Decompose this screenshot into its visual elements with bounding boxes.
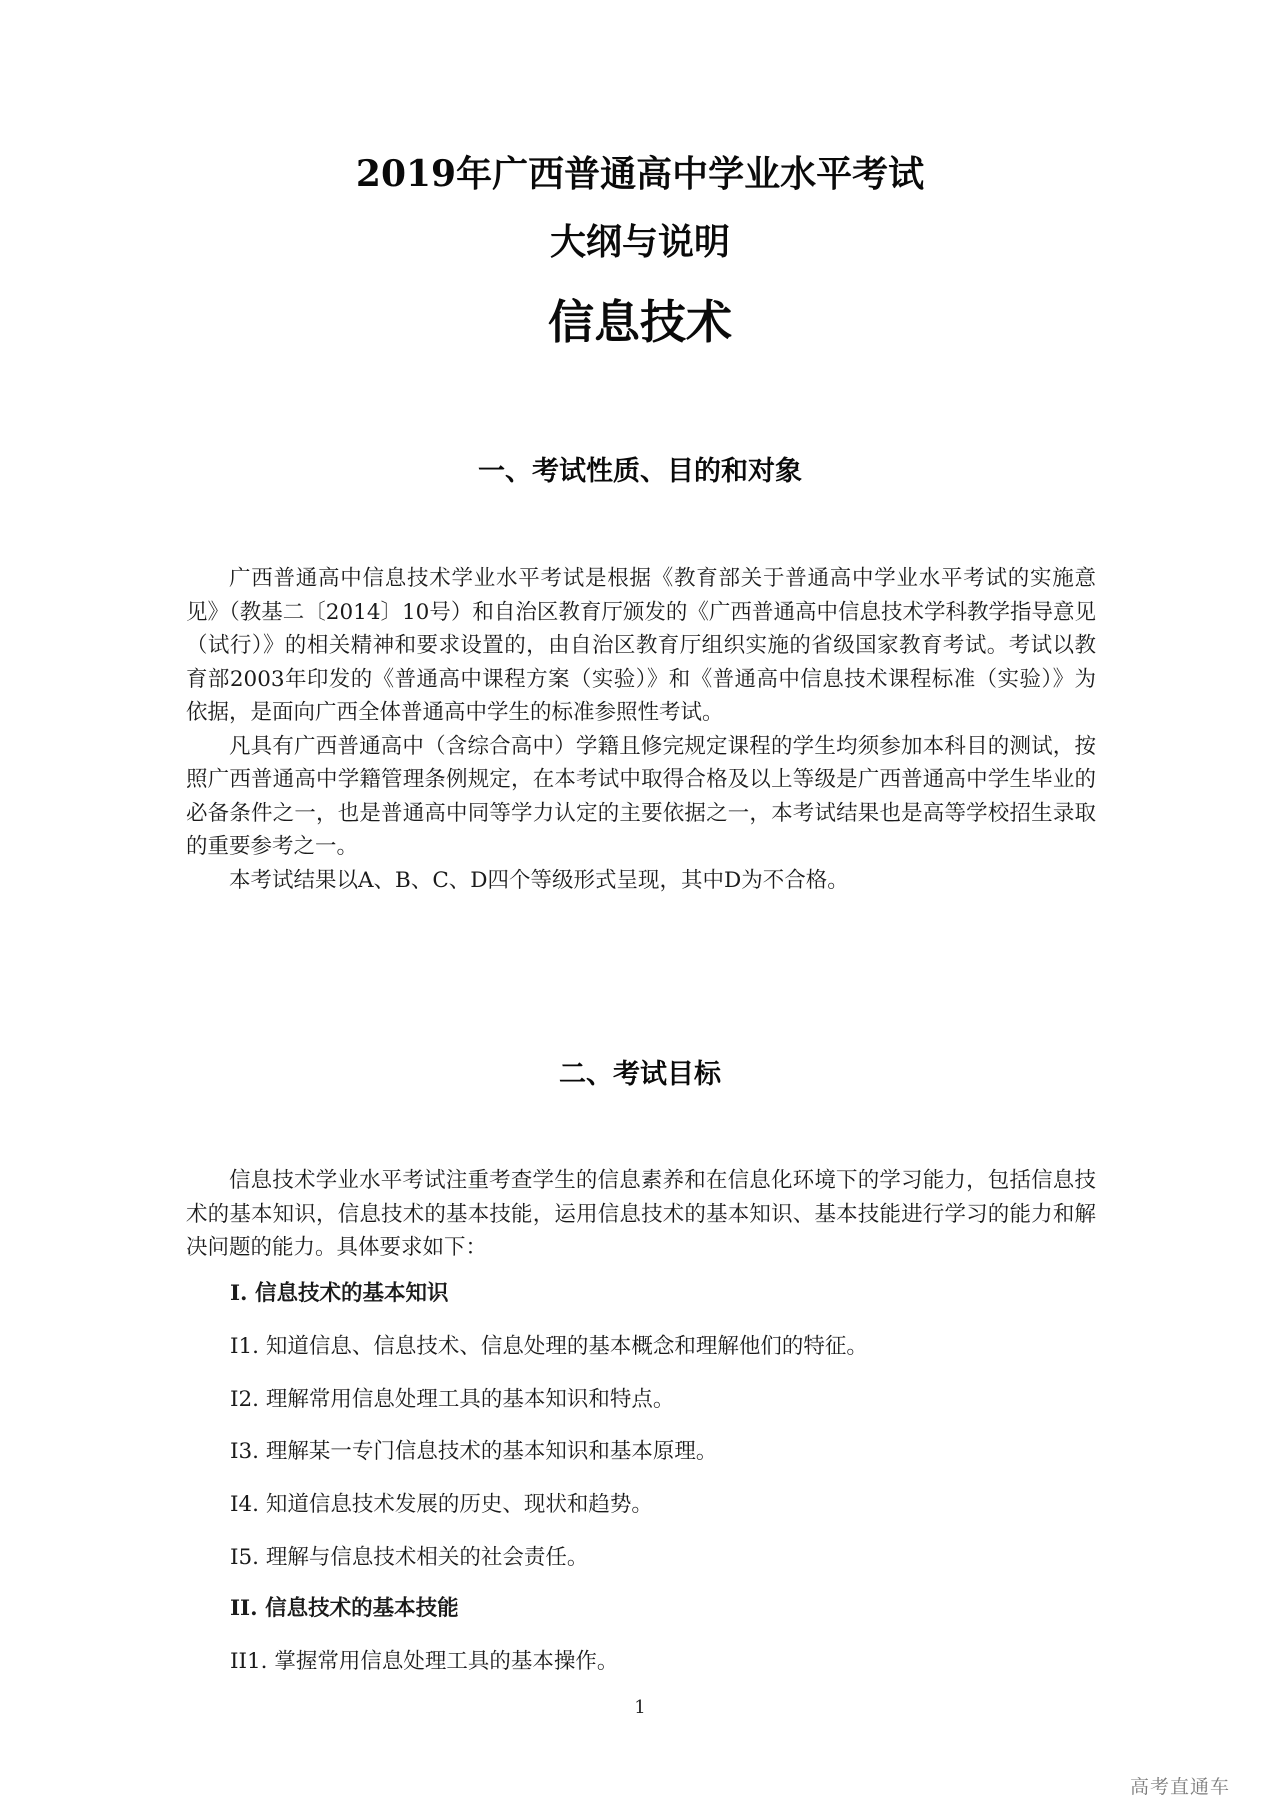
- document-title-outline: 大纲与说明: [549, 221, 730, 263]
- document-title-year: 2019年广西普通高中学业水平考试: [355, 153, 925, 195]
- list-item: I5. 理解与信息技术相关的社会责任。: [230, 1545, 589, 1570]
- paragraph: 信息技术学业水平考试注重考查学生的信息素养和在信息化环境下的学习能力，包括信息技术的基本知识，信息技术的基本技能，运用信息技术的基本知识、基本技能进行学习的能力和解决问题的能力。具体要求如下：: [186, 1168, 1096, 1260]
- section-heading-exam-nature: 一、考试性质、目的和对象: [478, 456, 802, 487]
- paragraph: 广西普通高中信息技术学业水平考试是根据《教育部关于普通高中学业水平考试的实施意见》（教基二〔2014〕10号）和自治区教育厅颁发的《广西普通高中信息技术学科教学指导意见（试行）》的相关精神和要求设置的，由自治区教育厅组织实施的省级国家教育考试。考试以教育部2003年印发的《普通高中课程方案（实验）》和《普通高中信息技术课程标准（实验）》为依据，是面向广西全体普通高中学生的标准参照性考试。: [186, 566, 1096, 725]
- list-item: I3. 理解某一专门信息技术的基本知识和基本原理。: [230, 1439, 718, 1464]
- paragraph: 本考试结果以A、B、C、D四个等级形式呈现，其中D为不合格。: [229, 867, 849, 893]
- list-item: I4. 知道信息技术发展的历史、现状和趋势。: [230, 1492, 653, 1517]
- watermark-text: 高考直通车: [1130, 1776, 1231, 1798]
- section-body-exam-goals: [186, 1164, 1096, 1265]
- document-title-subject: 信息技术: [548, 295, 732, 349]
- list-heading-basic-knowledge: I. 信息技术的基本知识: [230, 1281, 449, 1306]
- paragraph: 凡具有广西普通高中（含综合高中）学籍且修完规定课程的学生均须参加本科目的测试，按照广西普通高中学籍管理条例规定，在本考试中取得合格及以上等级是广西普通高中学生毕业的必备条件之一，也是普通高中同等学力认定的主要依据之一，本考试结果也是高等学校招生录取的重要参考之一。: [186, 733, 1096, 859]
- section-heading-exam-goals: 二、考试目标: [559, 1059, 721, 1090]
- list-heading-basic-skills: II. 信息技术的基本技能: [230, 1596, 459, 1621]
- list-item: I1. 知道信息、信息技术、信息处理的基本概念和理解他们的特征。: [230, 1334, 868, 1359]
- list-item: I2. 理解常用信息处理工具的基本知识和特点。: [230, 1387, 675, 1412]
- section-body-exam-nature: [186, 562, 1096, 897]
- list-item: II1. 掌握常用信息处理工具的基本操作。: [230, 1649, 619, 1674]
- page-number: 1: [634, 1697, 646, 1718]
